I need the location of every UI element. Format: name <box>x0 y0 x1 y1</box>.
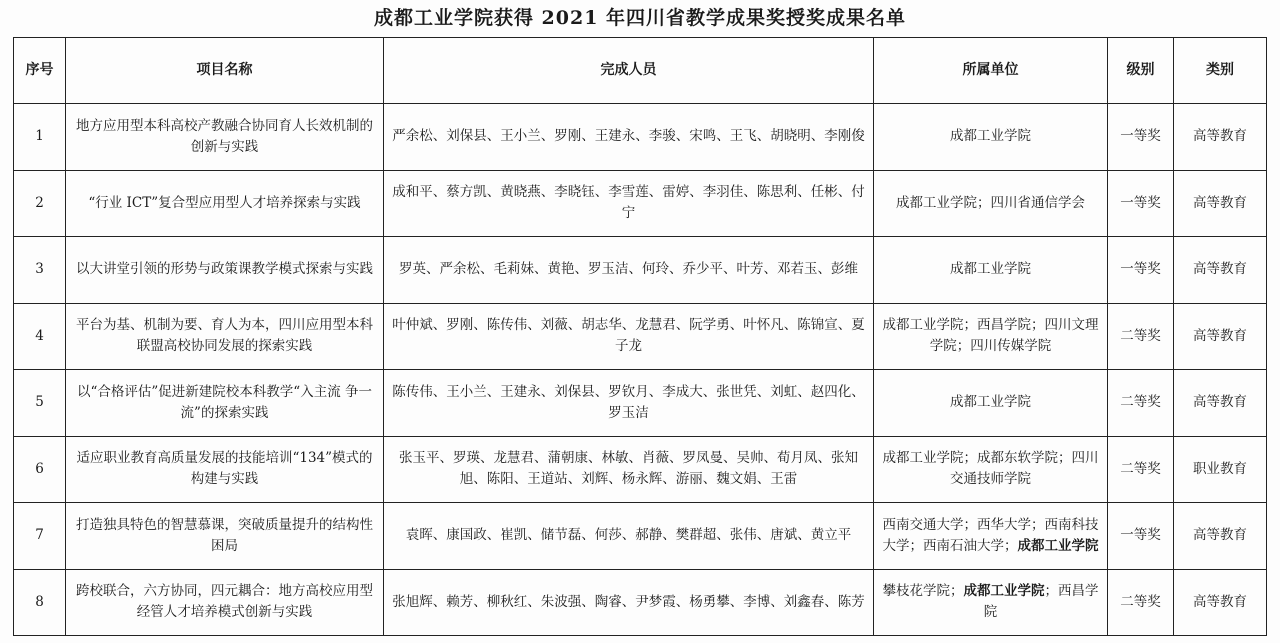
header-unit: 所属单位 <box>874 38 1108 104</box>
row-unit <box>874 569 1108 636</box>
row-level: 二等奖 <box>1108 303 1174 370</box>
table-row <box>14 303 1267 370</box>
row-project: 以“合格评估”促进新建院校本科教学“入主流 争一流”的探索实践 <box>66 370 384 437</box>
row-unit <box>874 370 1108 437</box>
row-project: 打造独具特色的智慧慕课，突破质量提升的结构性困局 <box>66 503 384 570</box>
header-category: 类别 <box>1174 38 1267 104</box>
unit-text: 成都工业学院；四川省通信学会 <box>896 194 1085 211</box>
unit-text: 成都工业学院 <box>950 128 1031 145</box>
row-unit <box>874 436 1108 503</box>
row-project: 跨校联合，六方协同，四元耦合：地方高校应用型经管人才培养模式创新与实践 <box>66 569 384 636</box>
unit-text: 成都工业学院 <box>950 261 1031 278</box>
row-members: 叶仲斌、罗刚、陈传伟、刘薇、胡志华、龙慧君、阮学勇、叶怀凡、陈锦宣、夏子龙 <box>384 303 874 370</box>
row-category: 高等教育 <box>1174 503 1267 570</box>
unit-text: 成都工业学院 <box>950 394 1031 411</box>
row-index: 6 <box>14 436 66 503</box>
row-index: 4 <box>14 303 66 370</box>
row-level: 二等奖 <box>1108 436 1174 503</box>
row-project: 平台为基、机制为要、育人为本，四川应用型本科联盟高校协同发展的探索实践 <box>66 303 384 370</box>
row-index: 8 <box>14 569 66 636</box>
unit-text: 成都工业学院；西昌学院；四川文理学院；四川传媒学院 <box>882 317 1099 355</box>
table-header-row <box>14 38 1267 104</box>
row-category: 职业教育 <box>1174 436 1267 503</box>
table-row <box>14 104 1267 171</box>
row-category: 高等教育 <box>1174 170 1267 237</box>
row-project: “行业 ICT”复合型应用型人才培养探索与实践 <box>66 170 384 237</box>
row-level: 二等奖 <box>1108 370 1174 437</box>
row-unit <box>874 503 1108 570</box>
row-unit <box>874 104 1108 171</box>
unit-text-tail: ；西昌学院 <box>983 583 1099 621</box>
row-members: 张旭辉、赖芳、柳秋红、朱波强、陶睿、尹梦霞、杨勇攀、李博、刘鑫春、陈芳 <box>384 569 874 636</box>
table-row <box>14 569 1267 636</box>
row-unit <box>874 170 1108 237</box>
document-title: 成都工业学院获得 2021 年四川省教学成果奖授奖成果名单 <box>373 7 907 29</box>
row-members: 张玉平、罗瑛、龙慧君、蒲朝康、林敏、肖薇、罗凤曼、吴帅、荀月凤、张知旭、陈阳、王道站、刘辉、杨永辉、游丽、魏文娟、王雷 <box>384 436 874 503</box>
table-row <box>14 170 1267 237</box>
row-members: 袁晖、康国政、崔凯、储节磊、何莎、郝静、樊群超、张伟、唐斌、黄立平 <box>384 503 874 570</box>
row-level: 一等奖 <box>1108 170 1174 237</box>
unit-text: 西南交通大学；西华大学；西南科技大学；西南石油大学； <box>882 516 1099 554</box>
row-level: 一等奖 <box>1108 237 1174 304</box>
row-project: 地方应用型本科高校产教融合协同育人长效机制的创新与实践 <box>66 104 384 171</box>
row-project: 适应职业教育高质量发展的技能培训“134”模式的构建与实践 <box>66 436 384 503</box>
header-members: 完成人员 <box>384 38 874 104</box>
table-row <box>14 503 1267 570</box>
row-members: 陈传伟、王小兰、王建永、刘保县、罗钦月、李成大、张世凭、刘虹、赵四化、罗玉洁 <box>384 370 874 437</box>
row-level: 二等奖 <box>1108 569 1174 636</box>
unit-text-bold: 成都工业学院 <box>963 583 1045 600</box>
row-category: 高等教育 <box>1174 303 1267 370</box>
row-project: 以大讲堂引领的形势与政策课教学模式探索与实践 <box>66 237 384 304</box>
row-level: 一等奖 <box>1108 104 1174 171</box>
row-category: 高等教育 <box>1174 370 1267 437</box>
row-members: 罗英、严余松、毛莉妹、黄艳、罗玉洁、何玲、乔少平、叶芳、邓若玉、彭维 <box>384 237 874 304</box>
row-index: 5 <box>14 370 66 437</box>
row-category: 高等教育 <box>1174 104 1267 171</box>
awards-table <box>13 37 1267 636</box>
unit-text: 成都工业学院；成都东软学院；四川交通技师学院 <box>882 450 1099 488</box>
header-index: 序号 <box>14 38 66 104</box>
table-row <box>14 436 1267 503</box>
header-level: 级别 <box>1108 38 1174 104</box>
row-index: 7 <box>14 503 66 570</box>
unit-text-bold: 成都工业学院 <box>1017 537 1099 554</box>
row-members: 严余松、刘保县、王小兰、罗刚、王建永、李骏、宋鸣、王飞、胡晓明、李刚俊 <box>384 104 874 171</box>
unit-text: 攀枝花学院； <box>882 583 964 600</box>
header-project: 项目名称 <box>66 38 384 104</box>
row-level: 一等奖 <box>1108 503 1174 570</box>
table-row <box>14 370 1267 437</box>
row-unit <box>874 237 1108 304</box>
row-unit <box>874 303 1108 370</box>
row-index: 3 <box>14 237 66 304</box>
row-members: 成和平、蔡方凯、黄晓燕、李晓钰、李雪莲、雷婷、李羽佳、陈思利、任彬、付宁 <box>384 170 874 237</box>
row-category: 高等教育 <box>1174 569 1267 636</box>
table-row <box>14 237 1267 304</box>
row-index: 1 <box>14 104 66 171</box>
row-index: 2 <box>14 170 66 237</box>
row-category: 高等教育 <box>1174 237 1267 304</box>
